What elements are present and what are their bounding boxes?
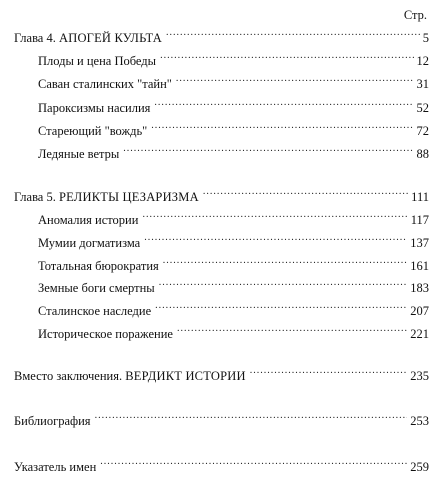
toc-page-number: 207 bbox=[410, 304, 429, 318]
toc-item[interactable] bbox=[0, 72, 429, 91]
toc-item[interactable] bbox=[0, 254, 429, 273]
dot-leader bbox=[159, 276, 408, 292]
toc-entry-title: Мумии догматизма bbox=[38, 236, 141, 250]
dot-leader bbox=[203, 185, 408, 201]
toc-page-number: 183 bbox=[410, 281, 429, 295]
dot-leader bbox=[250, 364, 408, 380]
toc-entry-title: Библиография bbox=[14, 414, 91, 428]
dot-leader bbox=[144, 231, 407, 247]
toc-bibliography[interactable] bbox=[0, 409, 429, 428]
toc-entry-title: Указатель имен bbox=[14, 460, 97, 474]
dot-leader bbox=[123, 142, 413, 158]
toc-item[interactable] bbox=[0, 299, 429, 318]
toc-page-number: 12 bbox=[416, 54, 429, 68]
toc-item[interactable] bbox=[0, 208, 429, 227]
toc-page-number: 259 bbox=[410, 460, 429, 474]
toc-conclusion[interactable] bbox=[0, 364, 429, 383]
toc-entry-title: Пароксизмы насилия bbox=[38, 101, 151, 115]
toc-page-number: 72 bbox=[416, 124, 429, 138]
toc-chapter-5[interactable] bbox=[0, 185, 429, 204]
dot-leader bbox=[154, 96, 413, 112]
toc-page-number: 253 bbox=[410, 414, 429, 428]
dot-leader bbox=[100, 455, 407, 471]
toc-page-number: 31 bbox=[416, 77, 429, 91]
toc-page-number: 5 bbox=[422, 31, 429, 45]
toc-entry-title: Глава 5. РЕЛИКТЫ ЦЕЗАРИЗМА bbox=[14, 190, 199, 204]
toc-item[interactable] bbox=[0, 96, 429, 115]
page-column-label: Стр. bbox=[403, 8, 427, 22]
dot-leader bbox=[166, 26, 420, 42]
toc-entry-title: Тотальная бюрократия bbox=[38, 259, 159, 273]
toc-item[interactable] bbox=[0, 276, 429, 295]
toc-entry-title: Аномалия истории bbox=[38, 213, 139, 227]
dot-leader bbox=[177, 322, 407, 338]
toc-page-number: 161 bbox=[410, 259, 429, 273]
dot-leader bbox=[176, 72, 414, 88]
toc-page-number: 117 bbox=[410, 213, 429, 227]
toc-page-number: 111 bbox=[411, 190, 429, 204]
toc-entry-title: Саван сталинских "тайн" bbox=[38, 77, 172, 91]
dot-leader bbox=[155, 299, 407, 315]
toc-item[interactable] bbox=[0, 119, 429, 138]
toc-item[interactable] bbox=[0, 142, 429, 161]
toc-entry-title: Стареющий "вождь" bbox=[38, 124, 148, 138]
toc-page-number: 221 bbox=[410, 327, 429, 341]
toc-entry-title: Сталинское наследие bbox=[38, 304, 152, 318]
dot-leader bbox=[160, 49, 413, 65]
dot-leader bbox=[151, 119, 413, 135]
toc-page-number: 235 bbox=[410, 369, 429, 383]
toc-entry-title: Земные боги смертны bbox=[38, 281, 155, 295]
toc-item[interactable] bbox=[0, 49, 429, 68]
toc-chapter-4[interactable] bbox=[0, 26, 429, 45]
toc-page-number: 52 bbox=[416, 101, 429, 115]
toc-name-index[interactable] bbox=[0, 455, 429, 474]
toc-item[interactable] bbox=[0, 231, 429, 250]
toc-page-number: 137 bbox=[410, 236, 429, 250]
toc-entry-title: Вместо заключения. ВЕРДИКТ ИСТОРИИ bbox=[14, 369, 246, 383]
dot-leader bbox=[142, 208, 407, 224]
toc-entry-title: Историческое поражение bbox=[38, 327, 173, 341]
dot-leader bbox=[95, 409, 408, 425]
toc-item[interactable] bbox=[0, 322, 429, 341]
toc-entry-title: Глава 4. АПОГЕЙ КУЛЬТА bbox=[14, 31, 162, 45]
dot-leader bbox=[163, 254, 407, 270]
toc-entry-title: Ледяные ветры bbox=[38, 147, 120, 161]
toc-page-number: 88 bbox=[416, 147, 429, 161]
toc-entry-title: Плоды и цена Победы bbox=[38, 54, 157, 68]
